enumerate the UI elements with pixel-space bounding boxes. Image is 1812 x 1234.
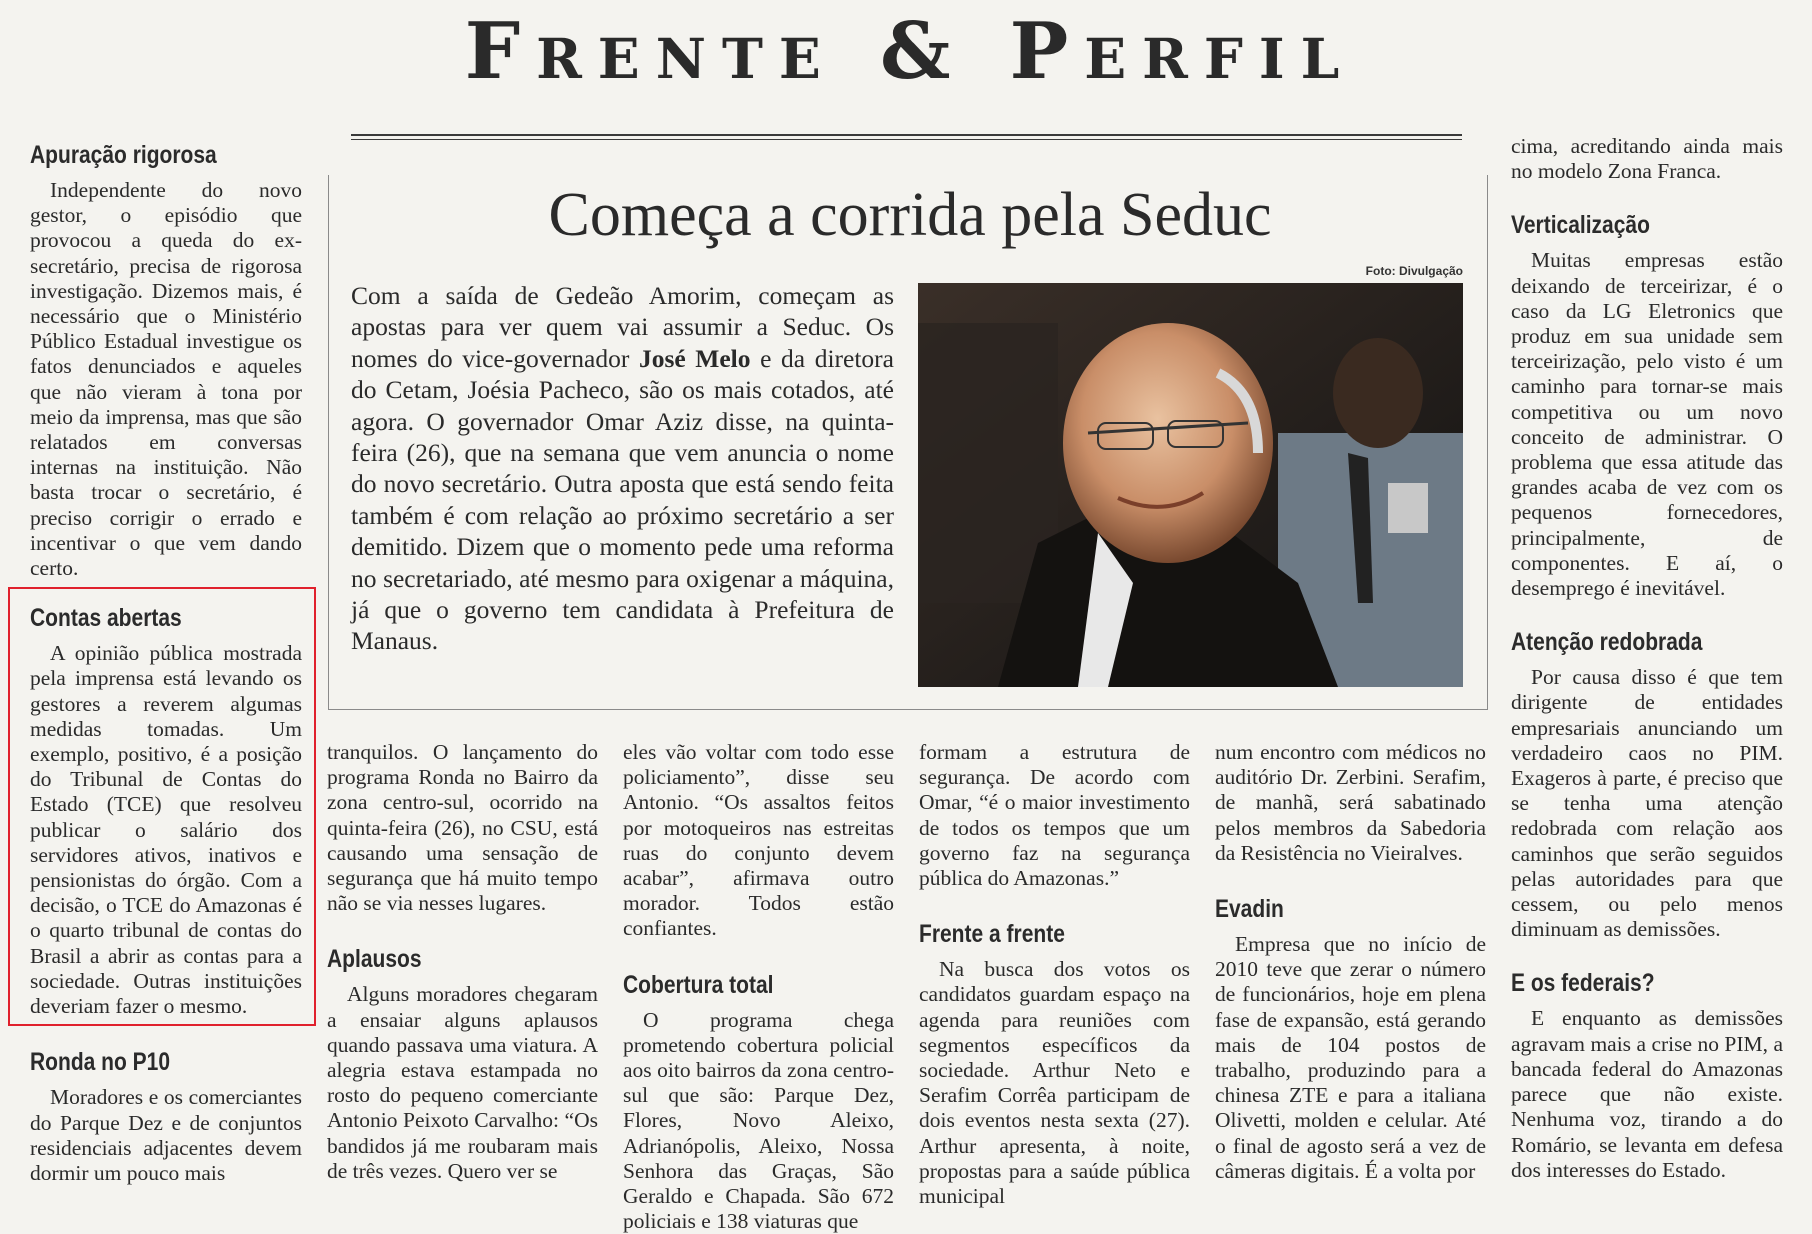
section-masthead: Frente & Perfil	[464, 6, 1356, 97]
heading-e-os-federais: E os federais?	[1511, 969, 1655, 998]
heading-apuracao-rigorosa: Apuração rigorosa	[30, 141, 217, 169]
text-frente-continued: num encontro com médicos no auditório Dr. Zerbini. Serafim, de manhã, será sabatinado pelos membros da Sabedoria da Resistência no Vieiralves.	[1215, 740, 1486, 865]
right-column	[1511, 134, 1783, 1183]
text-aplausos-continued: eles vão voltar com todo esse policiamento”, disse seu Antonio. “Os assaltos feitos por motoqueiros nas estreitas ruas do conjunto devem acabar”, afirmava outro morador. Todos estão confiantes.	[623, 740, 894, 941]
column-3	[623, 740, 894, 1234]
text-ronda-no-p10: Moradores e os comerciantes do Parque Dez e de conjuntos residenciais adjacentes devem dormir um pouco mais	[30, 1085, 302, 1185]
heading-frente-a-frente: Frente a frente	[919, 920, 1065, 949]
text-evadin: Empresa que no início de 2010 teve que zerar o número de funcionários, hoje em plena fase de expansão, está gerando mais de 104 postos de trabalho, produzindo para a chinesa ZTE e para a italiana Olivetti, molden e celular. Até o final de agosto será a vez de câmeras digitais. É a volta por	[1215, 932, 1486, 1183]
text-apuracao-rigorosa: Independente do novo gestor, o episódio que provocou a queda do ex-secretário, precisa de rigorosa investigação. Dizemos mais, é necessário que o Ministério Público Estadual investigue os fatos denunciados e aqueles que não vieram à tona por meio da imprensa, mas que são relatados em conversas internas na instituição. Não basta trocar o secretário, é preciso corrigir o errado e incentivar o que vem dando certo.	[30, 178, 302, 581]
heading-ronda-no-p10: Ronda no P10	[30, 1048, 171, 1077]
heading-cobertura-total: Cobertura total	[623, 970, 774, 999]
heading-aplausos: Aplausos	[327, 945, 422, 974]
text-verticalizacao: Muitas empresas estão deixando de terceirizar, é o caso da LG Eletronics que produz em sua unidade sem terceirização, pelo visto é um caminho para tornar-se mais competitiva ou um novo conceito de administrar. O problema que essa atitude das grandes acaba de vez com os pequenos fornecedores, principalmente, de componentes. E aí, o desemprego é inevitável.	[1511, 248, 1783, 601]
text-aplausos: Alguns moradores chegaram a ensaiar alguns aplausos quando passava uma viatura. A alegria estava estampada no rosto do pequeno comerciante Antonio Peixoto Carvalho: “Os bandidos já me roubaram mais de três vezes. Quero ver se	[327, 982, 598, 1183]
text-evadin-continued: cima, acreditando ainda mais no modelo Zona Franca.	[1511, 134, 1783, 184]
heading-atencao-redobrada: Atenção redobrada	[1511, 628, 1703, 657]
text-cobertura-continued: formam a estrutura de segurança. De acordo com Omar, “é o maior investimento de todos os tempos que um governo faz na segurança pública do Amazonas.”	[919, 740, 1190, 891]
column-5	[1215, 740, 1486, 1184]
text-frente-a-frente: Na busca dos votos os candidatos guardam espaço na agenda para reuniões com segmentos específicos da sociedade. Arthur Neto e Serafim Corrêa participam de dois eventos nesta sexta (27). Arthur apresenta, à noite, propostas para a saúde pública municipal	[919, 957, 1190, 1209]
lead-body-name: José Melo	[638, 343, 751, 373]
lead-headline: Começa a corrida pela Seduc	[548, 181, 1272, 249]
lead-body-part-1: Com a saída de Gedeão Amorim, começam as apostas para ver quem vai assumir a Seduc. Os nomes do vice-governador	[351, 281, 894, 373]
heading-verticalizacao: Verticalização	[1511, 211, 1650, 240]
photo-credit: Foto: Divulgação	[1365, 264, 1463, 278]
lead-top-rule	[351, 134, 1462, 136]
text-contas-abertas: A opinião pública mostrada pela imprensa está levando os gestores a reverem algumas medidas tomadas. Um exemplo, positivo, é a posição do Tribunal de Contas do Estado (TCE) que resolveu publicar o salário dos servidores ativos, inativos e pensionistas do órgão. Com a decisão, o TCE do Amazonas é o quarto tribunal de contas do Brasil a abrir as contas para a sociedade. Outras instituições deveriam fazer o mesmo.	[30, 641, 302, 1019]
text-ronda-continued: tranquilos. O lançamento do programa Ronda no Bairro da zona centro-sul, ocorrido na quinta-feira (26), no CSU, está causando uma sensação de segurança que há muito tempo não se via nesses lugares.	[327, 740, 598, 916]
portrait-photo-illustration	[918, 283, 1463, 687]
heading-evadin: Evadin	[1215, 895, 1284, 924]
text-atencao-redobrada: Por causa disso é que tem dirigente de entidades empresariais anunciando um verdadeiro caos no PIM. Exageros à parte, é preciso que se tenha uma atenção redobrada com relação aos caminhos que serão seguidos pelas autoridades para que cessem, ou pelo menos diminuam as demissões.	[1511, 665, 1783, 942]
column-2	[327, 740, 598, 1184]
lead-top-rule-thin	[351, 139, 1462, 140]
lead-photo	[918, 283, 1463, 687]
heading-contas-abertas: Contas abertas	[30, 604, 182, 633]
highlight-box	[8, 587, 316, 1026]
column-4	[919, 740, 1190, 1209]
lead-body-part-2: e da diretora do Cetam, Joésia Pacheco, são os mais cotados, até agora. O governador Omar Aziz disse, na quinta-feira (26), que na semana que vem anuncia o nome do novo secretário. Outra aposta que está sendo feita também é com relação ao próximo secretário a ser demitido. Dizem que o momento pede uma reforma no secretariado, até mesmo para oxigenar a máquina, já que o governo tem candidata à Prefeitura de Manaus.	[351, 343, 894, 656]
text-e-os-federais: E enquanto as demissões agravam mais a crise no PIM, a bancada federal do Amazonas parece que não existe. Nenhuma voz, tirando a do Romário, se levanta em defesa dos interesses do Estado.	[1511, 1006, 1783, 1182]
lead-body	[351, 280, 894, 657]
text-cobertura-total: O programa chega prometendo cobertura policial aos oito bairros da zona centro-sul que são: Parque Dez, Flores, Novo Aleixo, Adrianópolis, Aleixo, Nossa Senhora das Graças, São Geraldo e Chapada. São 672 policiais e 138 viaturas que	[623, 1007, 894, 1234]
